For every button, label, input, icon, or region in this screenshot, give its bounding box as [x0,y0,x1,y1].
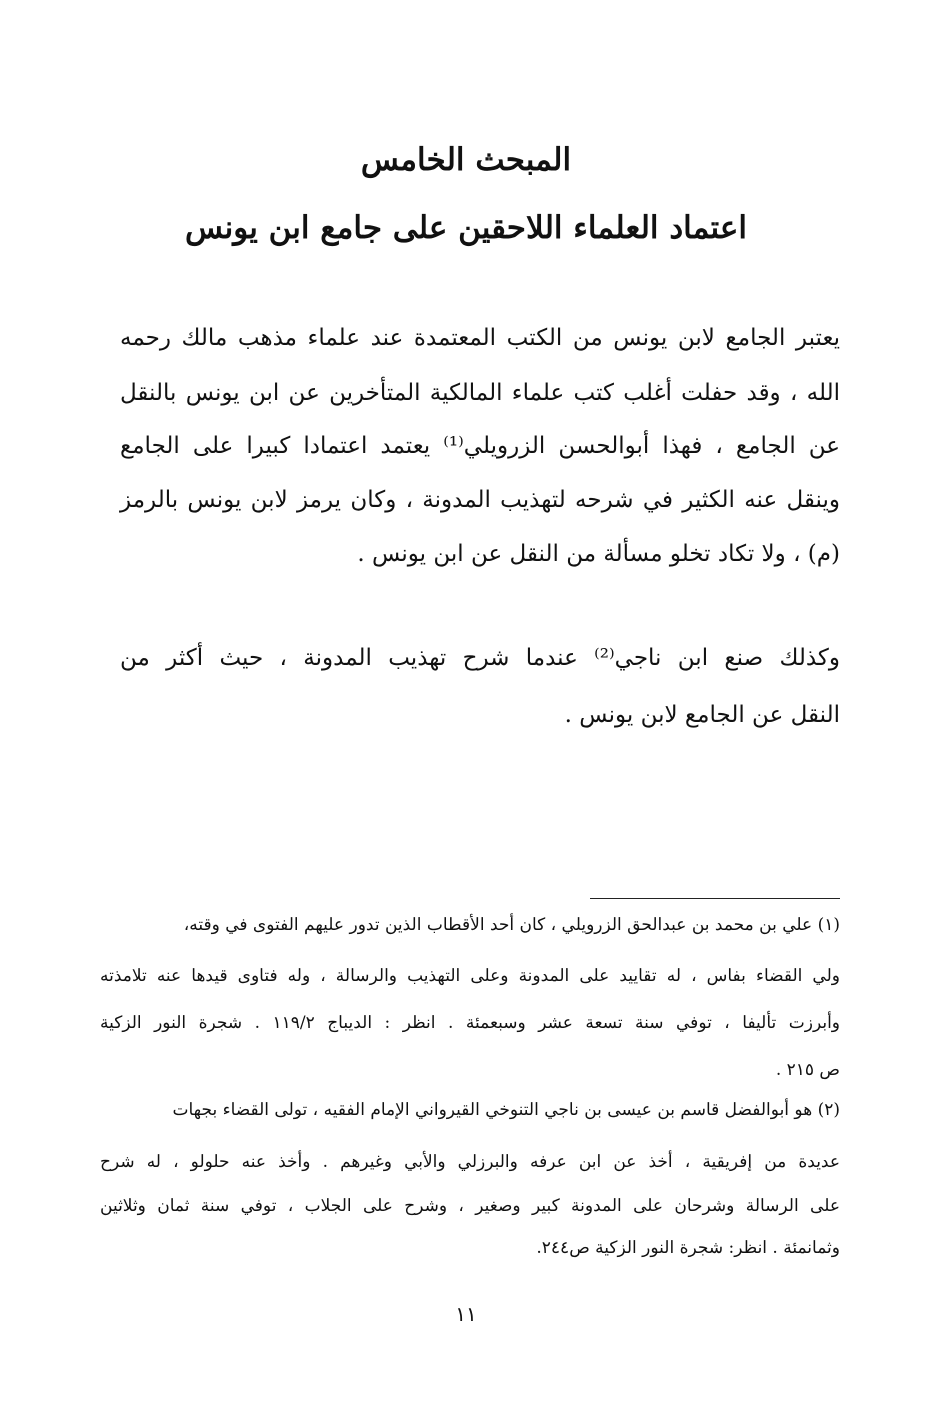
paragraph-line: عن الجامع ، فهذا أبوالحسن الزرويلي⁽¹⁾ يعتمد اعتمادا كبيرا على الجامع [120,433,840,459]
paragraph-line: الله ، وقد حفلت أغلب كتب علماء المالكية المتأخرين عن ابن يونس بالنقل [120,380,840,406]
footnote-line: وأبرزت تأليفا ، توفي سنة تسعة عشر وسبعمئة . انظر : الديباج ١١٩/٢ . شجرة النور الزكية [100,1013,840,1033]
footnote-line: (١) علي بن محمد بن عبدالحق الزرويلي ، كان أحد الأقطاب الذين تدور عليهم الفتوى في وقته، [183,915,840,935]
footnote-line: على الرسالة وشرحان على المدونة كبير وصغير ، وشرح على الجلاب ، توفي سنة ثمان وثلاثين [100,1196,840,1216]
footnote-line: ص ٢١٥ . [775,1060,840,1080]
paragraph-line: (م) ، ولا تكاد تخلو مسألة من النقل عن ابن يونس . [357,541,840,567]
footnote-line: (٢) هو أبوالفضل قاسم بن عيسى بن ناجي التنوخي القيرواني الإمام الفقيه ، تولى القضاء بجهات [172,1100,840,1120]
footnote-divider [590,898,840,899]
page-title: اعتماد العلماء اللاحقين على جامع ابن يونس [185,210,747,246]
paragraph-line: وكذلك صنع ابن ناجي⁽²⁾ عندما شرح تهذيب المدونة ، حيث أكثر من [120,645,840,671]
paragraph-line: يعتبر الجامع لابن يونس من الكتب المعتمدة عند علماء مذهب مالك رحمه [120,325,840,351]
footnote-line: ولي القضاء بفاس ، له تقاييد على المدونة وعلى التهذيب والرسالة ، وله فتاوى قيدها عنه تلامذته [100,966,840,986]
section-heading: المبحث الخامس [360,142,572,178]
footnote-line: عديدة من إفريقية ، أخذ عن ابن عرفه والبرزلي والأبي وغيرهم . وأخذ عنه حلولو ، له شرح [100,1152,840,1172]
footnote-line: وثمانمئة . انظر: شجرة النور الزكية ص٢٤٤. [536,1238,840,1258]
paragraph-line: النقل عن الجامع لابن يونس . [564,702,840,728]
page-number: ١١ [455,1302,477,1326]
paragraph-line: وينقل عنه الكثير في شرحه لتهذيب المدونة ، وكان يرمز لابن يونس بالرمز [120,487,840,513]
